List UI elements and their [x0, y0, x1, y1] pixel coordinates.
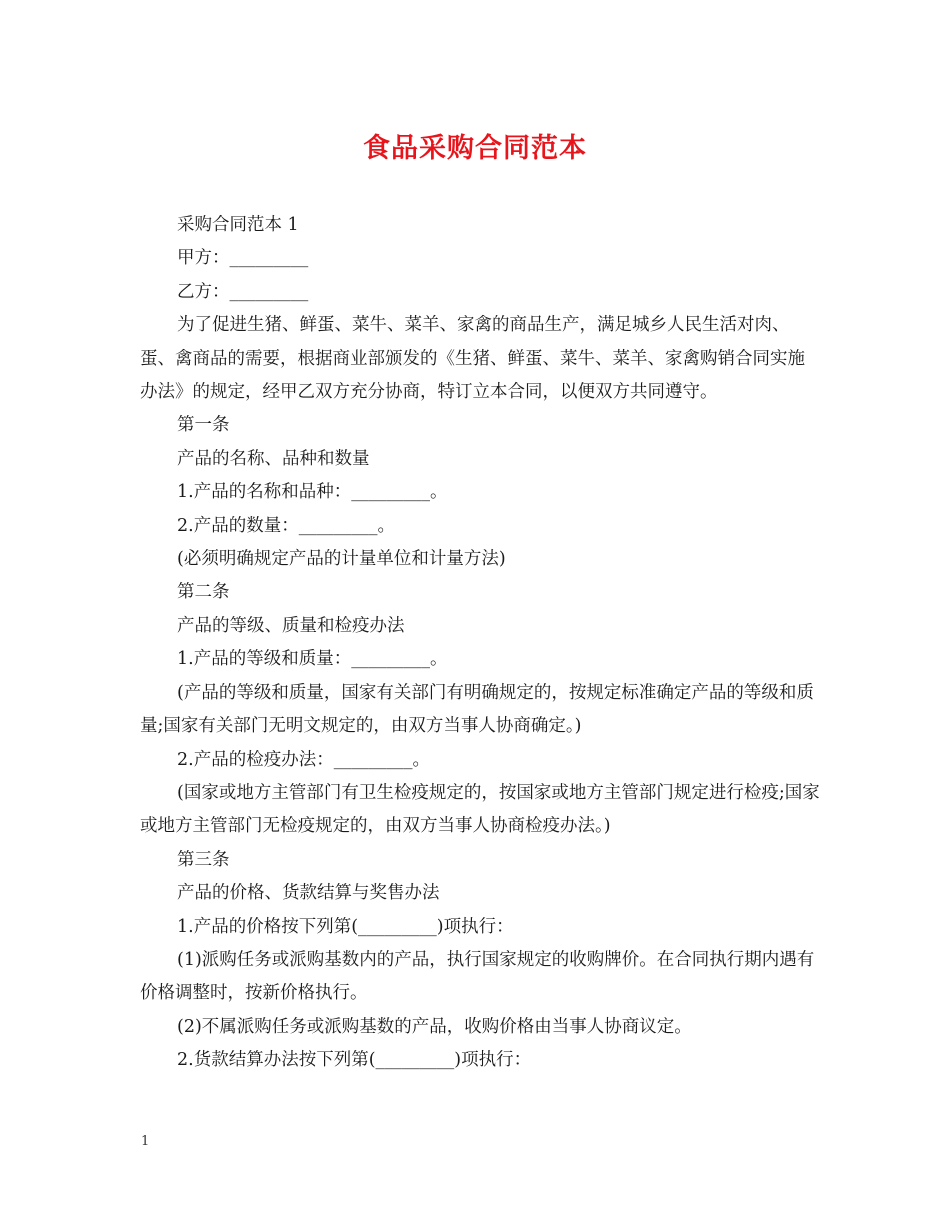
article-3-item-1: 1.产品的价格按下列第(_________)项执行：	[177, 916, 514, 937]
document-body	[140, 209, 820, 1078]
party-a-line: 甲方：_________	[177, 248, 309, 269]
preamble-paragraph: 为了促进生猪、鲜蛋、菜牛、菜羊、家禽的商品生产，满足城乡人民生活对肉、蛋、禽商品的需要，根据商业部颁发的《生猪、鲜蛋、菜牛、菜羊、家禽购销合同实施办法》的规定，经甲乙双方充分协商，特订立本合同，以便双方共同遵守。	[140, 315, 805, 403]
document-title: 食品采购合同范本	[363, 133, 587, 164]
article-3-item-1-option-1: (1)派购任务或派购基数内的产品，执行国家规定的收购牌价。在合同执行期内遇有价格调整时，按新价格执行。	[140, 949, 815, 1004]
article-2-note-1: (产品的等级和质量，国家有关部门有明确规定的，按规定标准确定产品的等级和质量;国家有关部门无明文规定的，由双方当事人协商确定。)	[140, 682, 814, 737]
article-1-title: 产品的名称、品种和数量	[177, 448, 370, 469]
article-3-item-1-option-2: (2)不属派购任务或派购基数的产品，收购价格由当事人协商议定。	[177, 1016, 692, 1037]
page-number: 1	[141, 1134, 150, 1149]
article-2-title: 产品的等级、质量和检疫办法	[177, 615, 405, 636]
article-2-item-1: 1.产品的等级和质量：_________。	[177, 649, 448, 670]
article-3-heading: 第三条	[177, 849, 230, 870]
article-2-heading: 第二条	[177, 582, 230, 603]
party-b-line: 乙方：_________	[177, 281, 309, 302]
article-2-note-2: (国家或地方主管部门有卫生检疫规定的，按国家或地方主管部门规定进行检疫;国家或地方主管部门无检疫规定的，由双方当事人协商检疫办法。)	[140, 782, 820, 837]
article-2-item-2: 2.产品的检疫办法：_________。	[177, 749, 430, 770]
article-1-item-2: 2.产品的数量：_________。	[177, 515, 395, 536]
article-1-heading: 第一条	[177, 415, 230, 436]
article-1-item-1: 1.产品的名称和品种：_________。	[177, 482, 448, 503]
article-3-title: 产品的价格、货款结算与奖售办法	[177, 883, 440, 904]
article-3-item-2: 2.货款结算办法按下列第(_________)项执行：	[177, 1050, 532, 1071]
article-1-note: (必须明确规定产品的计量单位和计量方法)	[177, 549, 506, 570]
contract-subtitle: 采购合同范本 1	[177, 215, 299, 235]
